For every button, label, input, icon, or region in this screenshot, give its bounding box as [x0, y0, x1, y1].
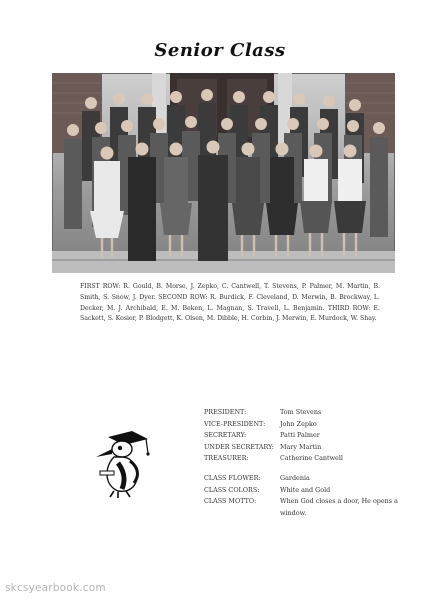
officer-value: Catherine Cantwell — [280, 454, 343, 463]
officer-row-vice-president — [204, 419, 404, 431]
officer-label: PRESIDENT: — [204, 408, 247, 416]
class-photo — [52, 73, 395, 273]
class-officers — [204, 407, 404, 519]
class-info-value: When God closes a door, He opens a window. — [280, 497, 398, 517]
class-info-label: CLASS FLOWER: — [204, 473, 261, 482]
officer-row-treasurer — [204, 453, 404, 465]
site-watermark: skcsyearbook.com — [5, 582, 106, 594]
photo-caption: FIRST ROW: R. Gould, B. Morse, J. Zepko, C. Cantwell, T. Stevens, P. Palmer, M. Martin, B. Smith, S. Snow, J. Dyer. SECOND ROW: R. Burdick, F. Cleveland, D. Merwin, B. Brockway, L. Decker, M. J. Archibald, E. M. Beken, L. Magnan, S. Travell, L. Benjamin. THIRD ROW: E. Sackett, S. Kosier, P. Blodgett, K. Olsen, M. Dibble, H. Corbin, J. Merwin, E. Murdock, W. Shay. — [80, 283, 380, 323]
officer-value: Mary Martin — [280, 442, 322, 451]
officer-value: John Zepko — [280, 419, 317, 428]
class-info-row-motto — [204, 496, 404, 519]
officer-label: SECRETARY: — [204, 431, 247, 440]
class-info-row-colors — [204, 485, 404, 497]
officer-label: UNDER SECRETARY: — [204, 442, 274, 451]
officer-row-secretary — [204, 430, 404, 442]
class-info-label: CLASS COLORS: — [204, 485, 260, 494]
class-info-row-flower — [204, 473, 404, 485]
class-info-value: White and Gold — [280, 485, 331, 494]
officer-row-under-secretary — [204, 442, 404, 454]
officer-value: Tom Stevens — [280, 408, 322, 416]
officer-value: Patti Palmer — [280, 431, 320, 440]
class-photo-illustration — [52, 73, 395, 273]
class-info-value: Gardenia — [280, 473, 310, 482]
spacer — [204, 465, 404, 473]
officer-row-president — [204, 407, 404, 419]
class-info-label: CLASS MOTTO: — [204, 497, 257, 506]
page-title: Senior Class — [154, 40, 286, 61]
officer-label: VICE-PRESIDENT: — [204, 419, 266, 428]
graduate-bird-mascot-icon — [92, 427, 152, 499]
officer-label: TREASURER: — [204, 454, 249, 463]
